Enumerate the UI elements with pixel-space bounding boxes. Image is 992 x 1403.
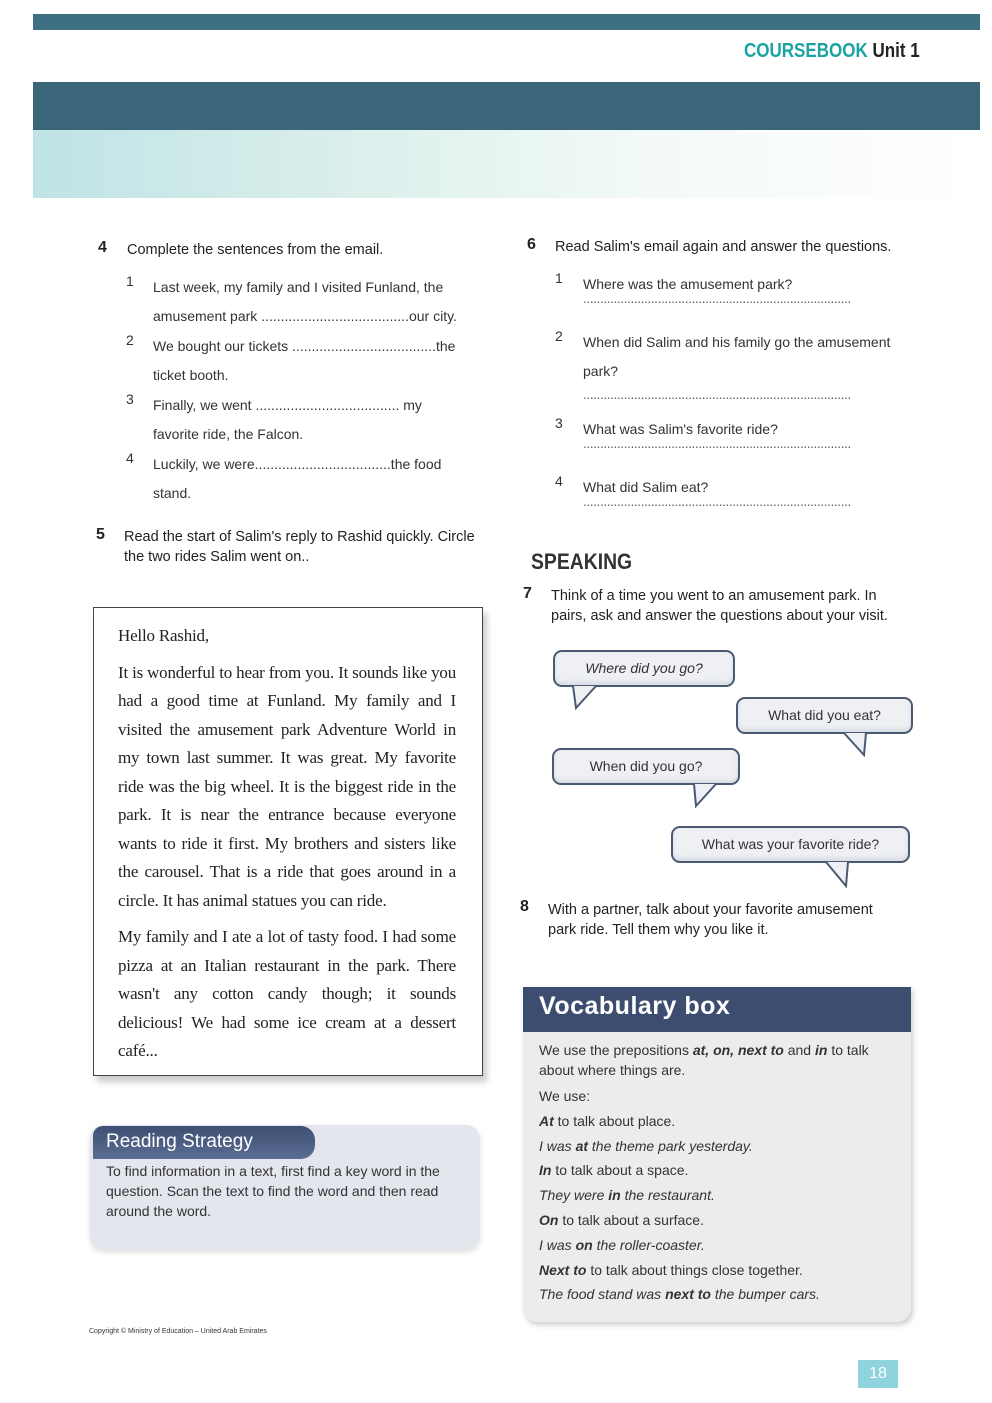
keyword: in (814, 1042, 828, 1058)
q6-item-number: 2 (555, 328, 563, 344)
reading-strategy-text: To find information in a text, first find a key word in the question. Scan the text to find the word and then read around the word. (106, 1163, 440, 1219)
q6-number: 6 (527, 236, 536, 253)
answer-line[interactable]: ............................................................................... (583, 435, 851, 451)
text: to talk about a space. (551, 1162, 689, 1179)
bubble-tail-icon (570, 684, 600, 710)
q8-line: With a partner, talk about your favorite amusement (548, 902, 873, 918)
q4-item-line: ticket booth. (153, 367, 229, 383)
q7-line: Think of a time you went to an amusement park. In (551, 588, 877, 604)
speech-bubble: What was your favorite ride? (671, 826, 910, 863)
speech-bubble: When did you go? (552, 748, 740, 785)
vocabulary-box (523, 987, 911, 1322)
vocabulary-title: Vocabulary box (523, 987, 911, 1032)
q6-item-number: 1 (555, 270, 563, 286)
q6-item (583, 328, 890, 386)
brand: COURSEBOOK (744, 40, 869, 62)
speech-bubble: What did you eat? (736, 697, 913, 734)
coursebook-label (744, 40, 920, 63)
q4-item-line: favorite ride, the Falcon. (153, 426, 304, 442)
q6-item-number: 4 (555, 473, 563, 489)
copyright: Copyright © Ministry of Education – United Arab Emirates (89, 1328, 267, 1335)
answer-line[interactable]: ............................................................................... (583, 386, 851, 402)
q6-item-line: What was Salim's favorite ride? (583, 421, 778, 437)
keyword: at, on, next to (692, 1042, 784, 1058)
q8-number: 8 (520, 898, 529, 915)
text: I was (539, 1236, 576, 1253)
keyword: on (575, 1236, 593, 1253)
q5-number: 5 (96, 526, 105, 543)
keyword: On (539, 1211, 559, 1228)
q4-item (153, 450, 441, 508)
text: to talk about things close together. (586, 1261, 803, 1278)
answer-line[interactable]: ............................................................................... (583, 290, 851, 306)
vocab-example (539, 1134, 895, 1159)
keyword: at (575, 1137, 589, 1154)
text: the theme park yesterday. (588, 1137, 753, 1154)
header-band-top (33, 14, 980, 30)
reading-strategy-title: Reading Strategy (93, 1126, 315, 1159)
text: We use the prepositions (539, 1042, 693, 1058)
q4-item-line: stand. (153, 485, 192, 501)
q4-item-line: Last week, my family and I visited Funland, the (153, 279, 444, 295)
q7-prompt (551, 586, 888, 626)
q5-line: the two rides Salim went on.. (124, 549, 310, 565)
answer-line[interactable]: ............................................................................... (583, 493, 851, 509)
vocab-rule (539, 1109, 895, 1134)
q6-item-line: park? (583, 363, 619, 379)
text: to talk about a surface. (558, 1211, 704, 1228)
text: to talk about place. (553, 1112, 676, 1129)
header-band (33, 82, 980, 130)
q4-item (153, 332, 455, 390)
page-number: 18 (858, 1360, 898, 1388)
vocab-example (539, 1233, 895, 1258)
text: and (783, 1042, 815, 1058)
q4-item (153, 273, 457, 331)
q4-number: 4 (98, 239, 107, 256)
bubble-tail-icon (822, 860, 852, 888)
q5-line: Read the start of Salim's reply to Rashid quickly. Circle (124, 529, 475, 545)
q6-item-number: 3 (555, 415, 563, 431)
email-paragraph: It is wonderful to hear from you. It sounds like you had a good time at Funland. My family and I visited the amusement park Adventure World in my town last summer. It was great. My favorite ride was the big wheel. It is the biggest ride in the park. It is near the entrance because everyone wants to ride it first. My brothers and sisters like the carousel. That is a ride that goes around in a circle. It has animal statues you can ride. (118, 662, 456, 910)
email-greeting: Hello Rashid, (118, 626, 209, 645)
keyword: next to (665, 1286, 711, 1303)
q4-item-number: 1 (126, 273, 134, 289)
email-box (93, 607, 483, 1076)
vocab-we-use: We use: (539, 1088, 591, 1104)
q4-item-line: amusement park ......................................our city. (153, 308, 457, 324)
text: to talk about where things are. (539, 1042, 869, 1078)
q4-item-number: 3 (126, 391, 134, 407)
speech-bubble: Where did you go? (553, 650, 735, 687)
vocab-example (539, 1282, 895, 1307)
vocab-intro (539, 1040, 895, 1080)
vocab-rule (539, 1158, 895, 1183)
q6-item-line: What did Salim eat? (583, 479, 709, 495)
header-gradient (33, 130, 980, 198)
q7-number: 7 (523, 585, 532, 602)
q8-line: park ride. Tell them why you like it. (548, 922, 769, 938)
text: They were (539, 1187, 609, 1204)
q4-prompt: Complete the sentences from the email. (127, 242, 384, 258)
keyword: At (539, 1112, 554, 1129)
q6-prompt: Read Salim's email again and answer the questions. (555, 239, 892, 255)
text: the roller-coaster. (592, 1236, 705, 1253)
keyword: Next to (539, 1261, 587, 1278)
q6-item-line: When did Salim and his family go the amusement (583, 334, 891, 350)
vocab-example (539, 1183, 895, 1208)
q4-item-number: 4 (126, 450, 134, 466)
q5-prompt (124, 527, 475, 567)
vocab-rule (539, 1258, 895, 1283)
speaking-heading: SPEAKING (531, 549, 633, 574)
q4-item-number: 2 (126, 332, 134, 348)
reading-strategy-box (90, 1125, 480, 1250)
keyword: In (539, 1162, 552, 1179)
vocab-rule (539, 1208, 895, 1233)
q4-item-line: We bought our tickets .....................................the (153, 338, 456, 354)
bubble-tail-icon (690, 782, 720, 808)
text: I was (539, 1137, 576, 1154)
email-paragraph: My family and I ate a lot of tasty food. I had some pizza at an Italian restaurant in the park. There wasn't any cotton candy though; it sounds delicious! We had some ice cream at a dessert café... (118, 927, 456, 1060)
q8-prompt (548, 900, 873, 940)
unit-label: Unit 1 (872, 40, 920, 62)
q4-item-line: Finally, we went ..................................... my (153, 397, 422, 413)
text: the bumper cars. (710, 1286, 820, 1303)
q4-item (153, 391, 422, 449)
text: The food stand was (539, 1286, 666, 1303)
q7-line: pairs, ask and answer the questions about your visit. (551, 608, 888, 624)
keyword: in (608, 1187, 621, 1204)
q4-item-line: Luckily, we were...................................the food (153, 456, 442, 472)
bubble-tail-icon (840, 731, 870, 757)
vocab-rows (539, 1109, 895, 1307)
q6-item-line: Where was the amusement park? (583, 276, 793, 292)
text: the restaurant. (620, 1187, 715, 1204)
